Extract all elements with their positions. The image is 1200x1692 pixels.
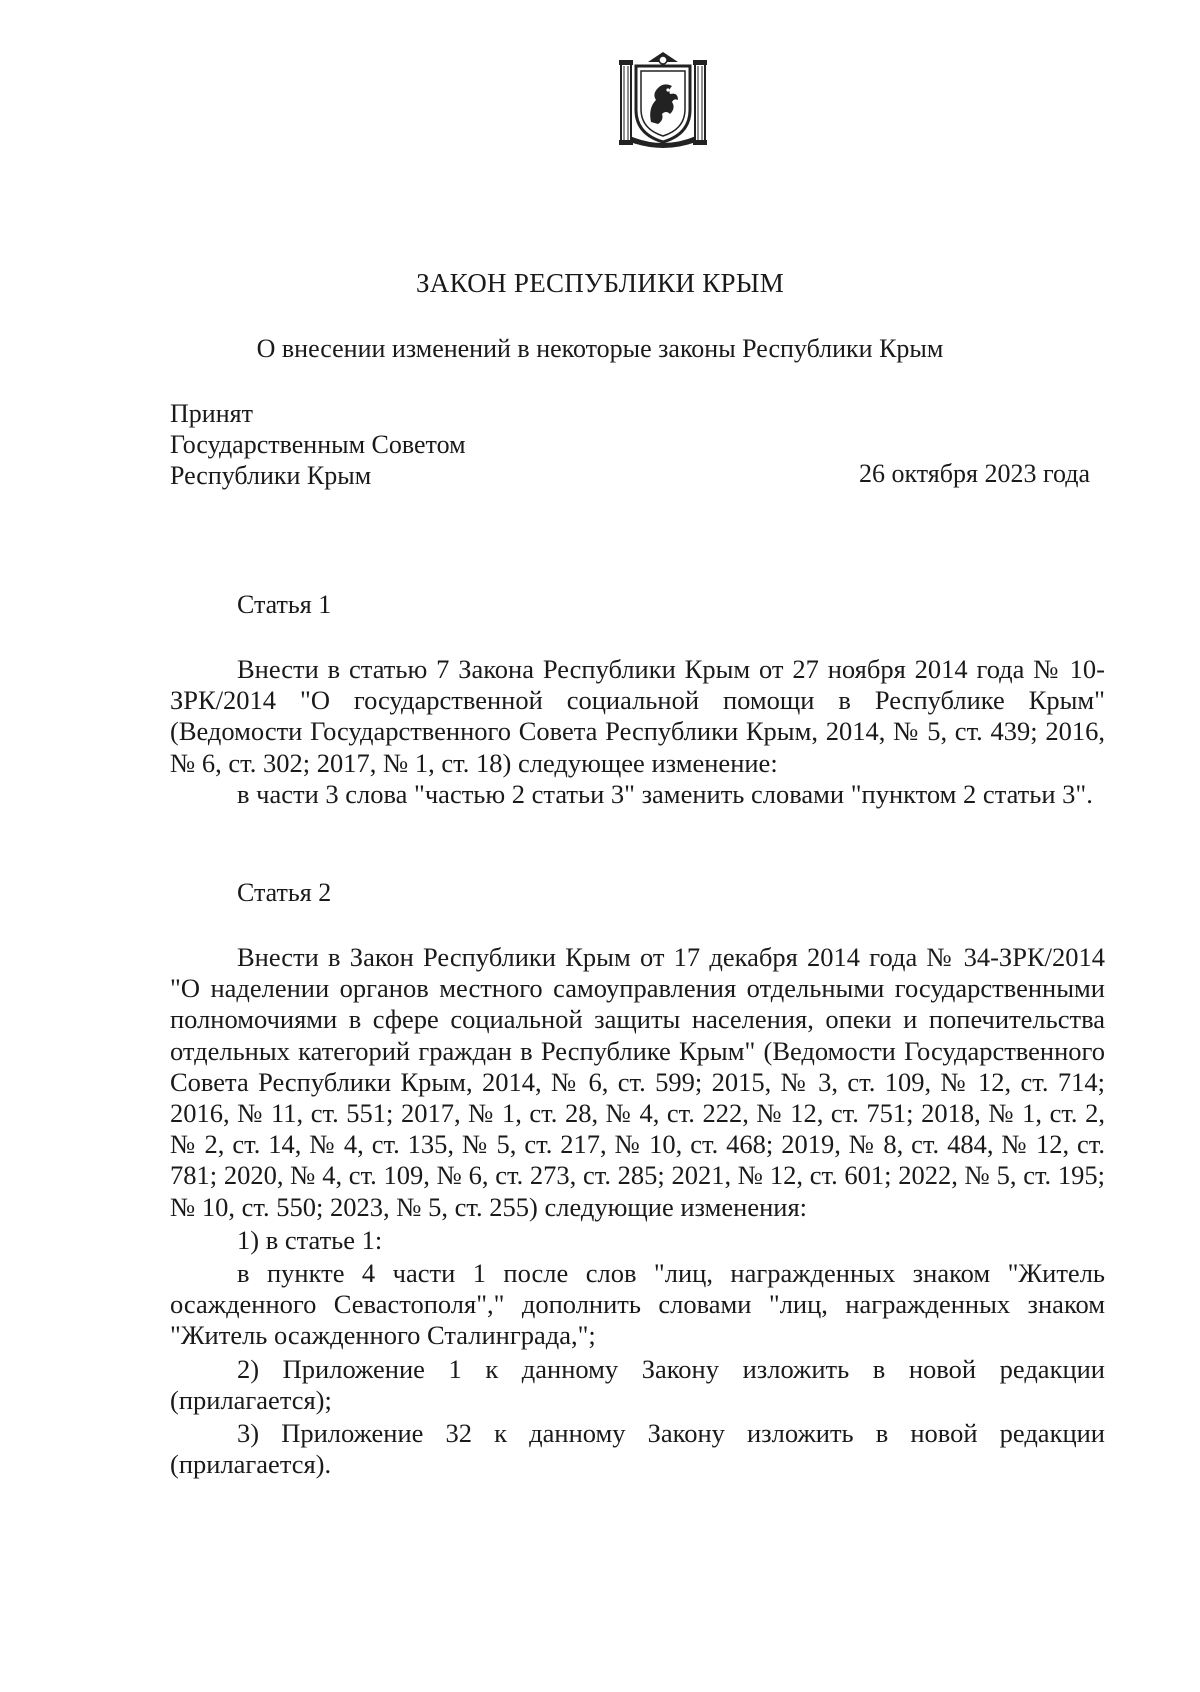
article-2-heading: Статья 2 bbox=[237, 878, 332, 907]
document-subtitle: О внесении изменений в некоторые законы Республики Крым bbox=[256, 334, 944, 363]
adoption-date: 26 октября 2023 года bbox=[859, 459, 1090, 488]
article-paragraph: Внести в статью 7 Закона Республики Крым от 27 ноября 2014 года № 10-ЗРК/2014 "О государственной социальной помощи в Республике Крым" (Ведомости Государственного Совета Республики Крым, 2014, № 5, ст. 439; 2016, № 6, ст. 302; 2017, № 1, ст. 18) следующее изменение: bbox=[170, 654, 1105, 778]
article-list-item: 2) Приложение 1 к данному Закону изложить в новой редакции (прилагается); bbox=[170, 1353, 1105, 1415]
article-list-item: 3) Приложение 32 к данному Закону изложить в новой редакции (прилагается). bbox=[170, 1418, 1105, 1480]
article-paragraph: в части 3 слова "частью 2 статьи 3" заменить словами "пунктом 2 статьи 3". bbox=[237, 778, 1093, 809]
adoption-line: Принят bbox=[170, 399, 253, 428]
adoption-line: Государственным Советом bbox=[170, 430, 466, 459]
adoption-line: Республики Крым bbox=[170, 461, 372, 490]
document-title: ЗАКОН РЕСПУБЛИКИ КРЫМ bbox=[415, 268, 785, 298]
crimea-coat-of-arms-emblem bbox=[618, 50, 708, 148]
article-paragraph: Внести в Закон Республики Крым от 17 декабря 2014 года № 34-ЗРК/2014 "О наделении органов местного самоуправления отдельными государственными полномочиями в сфере социальной защиты населения, опеки и попечительства отдельных категорий граждан в Республике Крым" (Ведомости Государственного Совета Республики Крым, 2014, № 6, ст. 599; 2015, № 3, ст. 109, № 12, ст. 714; 2016, № 11, ст. 551; 2017, № 1, ст. 28, № 4, ст. 222, № 12, ст. 751; 2018, № 1, ст. 2, № 2, ст. 14, № 4, ст. 135, № 5, ст. 217, № 10, ст. 468; 2019, № 8, ст. 484, № 12, ст. 781; 2020, № 4, ст. 109, № 6, ст. 273, ст. 285; 2021, № 12, ст. 601; 2022, № 5, ст. 195; № 10, ст. 550; 2023, № 5, ст. 255) следующие изменения: bbox=[170, 942, 1105, 1222]
article-1-heading: Статья 1 bbox=[237, 590, 332, 619]
adoption-block bbox=[170, 398, 466, 491]
article-1-body bbox=[170, 654, 1105, 810]
article-2-body bbox=[170, 942, 1105, 1480]
article-paragraph: в пункте 4 части 1 после слов "лиц, награжденных знаком "Житель осажденного Севастополя"," дополнить словами "лиц, награжденных знаком "Житель осажденного Сталинграда,"; bbox=[170, 1258, 1105, 1351]
article-list-item: 1) в статье 1: bbox=[237, 1224, 383, 1255]
